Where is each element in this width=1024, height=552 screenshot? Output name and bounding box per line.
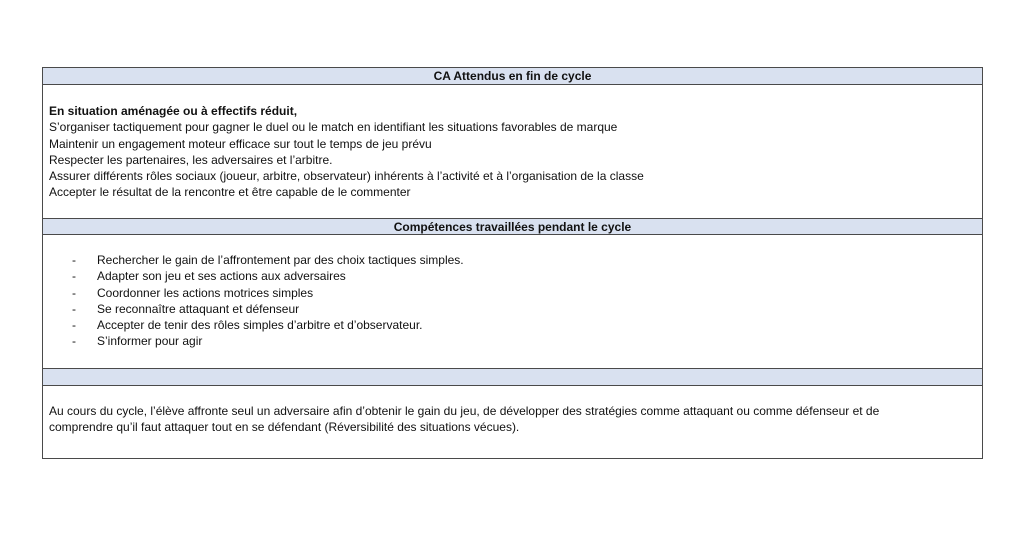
list-item-text: Rechercher le gain de l’affrontement par des choix tactiques simples. (97, 253, 464, 267)
attendus-lead: En situation aménagée ou à effectifs réduit, (49, 104, 298, 118)
list-item (72, 333, 982, 349)
bullet-dash: - (72, 269, 76, 284)
competences-list (72, 252, 982, 350)
bullet-dash: - (72, 334, 76, 349)
list-item-text: S’informer pour agir (97, 334, 203, 349)
section-header-competences: Compétences travaillées pendant le cycle (43, 218, 982, 235)
list-item-text: Se reconnaître attaquant et défenseur (97, 301, 300, 316)
document-table (42, 67, 983, 459)
list-item-text: Accepter de tenir des rôles simples d’arbitre et d’observateur. (97, 318, 423, 333)
attendus-line: Accepter le résultat de la rencontre et être capable de le commenter (49, 185, 411, 200)
list-item (72, 301, 982, 317)
list-item-text: Coordonner les actions motrices simples (97, 285, 314, 300)
attendus-line: Maintenir un engagement moteur efficace sur tout le temps de jeu prévu (49, 136, 432, 151)
description-paragraph: Au cours du cycle, l’élève affronte seul un adversaire afin d’obtenir le gain du jeu, de développer des stratégies comme attaquant ou comme défenseur et de comprendre qu’il faut attaquer tout en se défendant (Réversibilité des situations vécues). (49, 404, 880, 435)
list-item (72, 268, 982, 284)
section-header-attendus: CA Attendus en fin de cycle (43, 68, 982, 85)
list-item (72, 285, 982, 301)
list-item-text: Adapter son jeu et ses actions aux adversaires (97, 269, 346, 284)
section-attendus (43, 85, 982, 218)
bullet-dash: - (72, 318, 76, 333)
list-item (72, 252, 982, 268)
section-description (43, 386, 982, 458)
attendus-line: S’organiser tactiquement pour gagner le duel ou le match en identifiant les situations favorables de marque (49, 120, 618, 135)
attendus-line: Respecter les partenaires, les adversaires et l’arbitre. (49, 152, 333, 167)
section-header-empty (43, 368, 982, 386)
list-item (72, 317, 982, 333)
bullet-dash: - (72, 285, 76, 300)
section-competences (43, 235, 982, 368)
attendus-line: Assurer différents rôles sociaux (joueur, arbitre, observateur) inhérents à l’activité et à l’organisation de la classe (49, 169, 644, 184)
bullet-dash: - (72, 253, 76, 267)
bullet-dash: - (72, 301, 76, 316)
